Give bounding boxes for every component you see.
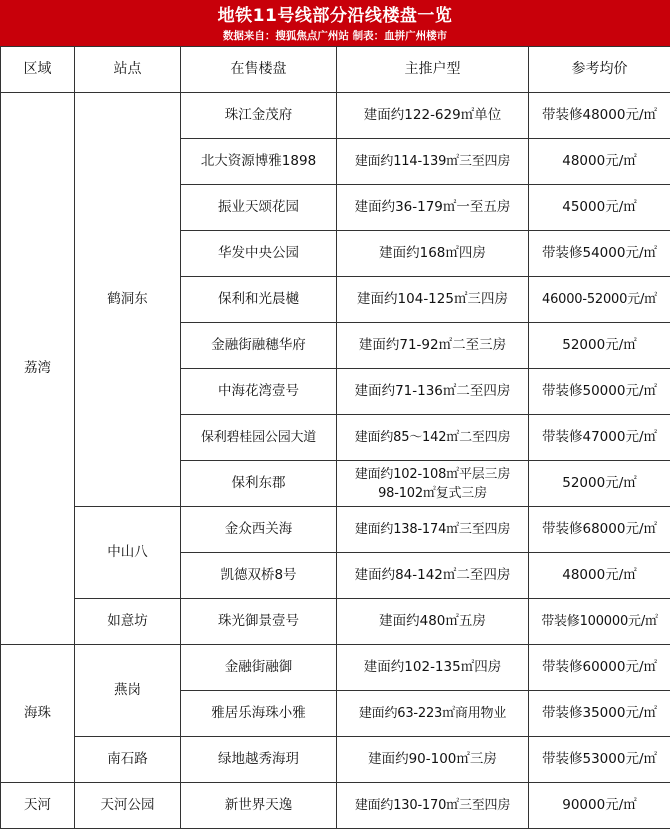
project-cell: 金融街融穗华府 — [181, 323, 337, 369]
project-cell: 珠光御景壹号 — [181, 599, 337, 645]
price-cell: 带装修100000元/㎡ — [529, 599, 670, 645]
price-cell: 48000元/㎡ — [529, 139, 670, 185]
table-row — [1, 599, 670, 645]
column-header: 主推户型 — [337, 47, 529, 93]
table-row — [1, 507, 670, 553]
station-cell: 天河公园 — [75, 783, 181, 829]
price-cell: 90000元/㎡ — [529, 783, 670, 829]
table-row — [1, 93, 670, 139]
price-cell: 带装修47000元/㎡ — [529, 415, 670, 461]
unit-cell: 建面约168㎡四房 — [337, 231, 529, 277]
price-cell: 带装修48000元/㎡ — [529, 93, 670, 139]
unit-cell: 建面约90-100㎡三房 — [337, 737, 529, 783]
district-cell: 海珠 — [1, 645, 75, 783]
price-cell: 48000元/㎡ — [529, 553, 670, 599]
district-cell: 天河 — [1, 783, 75, 829]
unit-cell: 建面约130-170㎡三至四房 — [337, 783, 529, 829]
unit-cell: 建面约102-135㎡四房 — [337, 645, 529, 691]
project-cell: 保利东郡 — [181, 461, 337, 507]
table-row — [1, 737, 670, 783]
district-cell: 荔湾 — [1, 93, 75, 645]
table-row — [1, 645, 670, 691]
unit-cell: 建面约85～142㎡二至四房 — [337, 415, 529, 461]
column-header: 站点 — [75, 47, 181, 93]
project-cell: 金融街融御 — [181, 645, 337, 691]
price-cell: 带装修50000元/㎡ — [529, 369, 670, 415]
column-header: 在售楼盘 — [181, 47, 337, 93]
station-cell: 中山八 — [75, 507, 181, 599]
project-cell: 凯德双桥8号 — [181, 553, 337, 599]
station-cell: 南石路 — [75, 737, 181, 783]
price-cell: 带装修68000元/㎡ — [529, 507, 670, 553]
project-cell: 珠江金茂府 — [181, 93, 337, 139]
unit-cell: 建面约138-174㎡三至四房 — [337, 507, 529, 553]
price-cell: 带装修35000元/㎡ — [529, 691, 670, 737]
project-cell: 中海花湾壹号 — [181, 369, 337, 415]
column-header: 参考均价 — [529, 47, 670, 93]
price-cell: 带装修53000元/㎡ — [529, 737, 670, 783]
project-cell: 金众西关海 — [181, 507, 337, 553]
column-header-row — [1, 47, 670, 93]
page-title: 地铁11号线部分沿线楼盘一览 — [217, 6, 453, 26]
price-cell: 52000元/㎡ — [529, 323, 670, 369]
property-table — [0, 46, 670, 829]
project-cell: 绿地越秀海玥 — [181, 737, 337, 783]
price-cell: 带装修54000元/㎡ — [529, 231, 670, 277]
unit-cell — [337, 461, 529, 507]
price-cell: 带装修60000元/㎡ — [529, 645, 670, 691]
unit-cell: 建面约480㎡五房 — [337, 599, 529, 645]
price-cell: 45000元/㎡ — [529, 185, 670, 231]
project-cell: 新世界天逸 — [181, 783, 337, 829]
unit-cell: 建面约71-136㎡二至四房 — [337, 369, 529, 415]
station-cell: 燕岗 — [75, 645, 181, 737]
unit-cell: 建面约104-125㎡三四房 — [337, 277, 529, 323]
unit-cell: 建面约84-142㎡二至四房 — [337, 553, 529, 599]
unit-line: 建面约102-108㎡平层三房 — [354, 466, 511, 482]
page-subtitle: 数据来自：搜狐焦点广州站 制表：血拼广州楼市 — [222, 30, 448, 42]
unit-line: 98-102㎡复式三房 — [378, 485, 487, 501]
project-cell: 北大资源博雅1898 — [181, 139, 337, 185]
price-cell: 46000-52000元/㎡ — [529, 277, 670, 323]
table-row — [1, 783, 670, 829]
unit-cell: 建面约71-92㎡二至三房 — [337, 323, 529, 369]
unit-cell: 建面约36-179㎡一至五房 — [337, 185, 529, 231]
unit-cell: 建面约122-629㎡单位 — [337, 93, 529, 139]
station-cell: 如意坊 — [75, 599, 181, 645]
unit-cell: 建面约114-139㎡三至四房 — [337, 139, 529, 185]
table-header-banner — [0, 0, 670, 46]
project-cell: 华发中央公园 — [181, 231, 337, 277]
project-cell: 振业天颂花园 — [181, 185, 337, 231]
unit-cell: 建面约63-223㎡商用物业 — [337, 691, 529, 737]
station-cell: 鹤洞东 — [75, 93, 181, 507]
project-cell: 保利和光晨樾 — [181, 277, 337, 323]
project-cell: 保利碧桂园公园大道 — [181, 415, 337, 461]
column-header: 区域 — [1, 47, 75, 93]
price-cell: 52000元/㎡ — [529, 461, 670, 507]
project-cell: 雅居乐海珠小雅 — [181, 691, 337, 737]
